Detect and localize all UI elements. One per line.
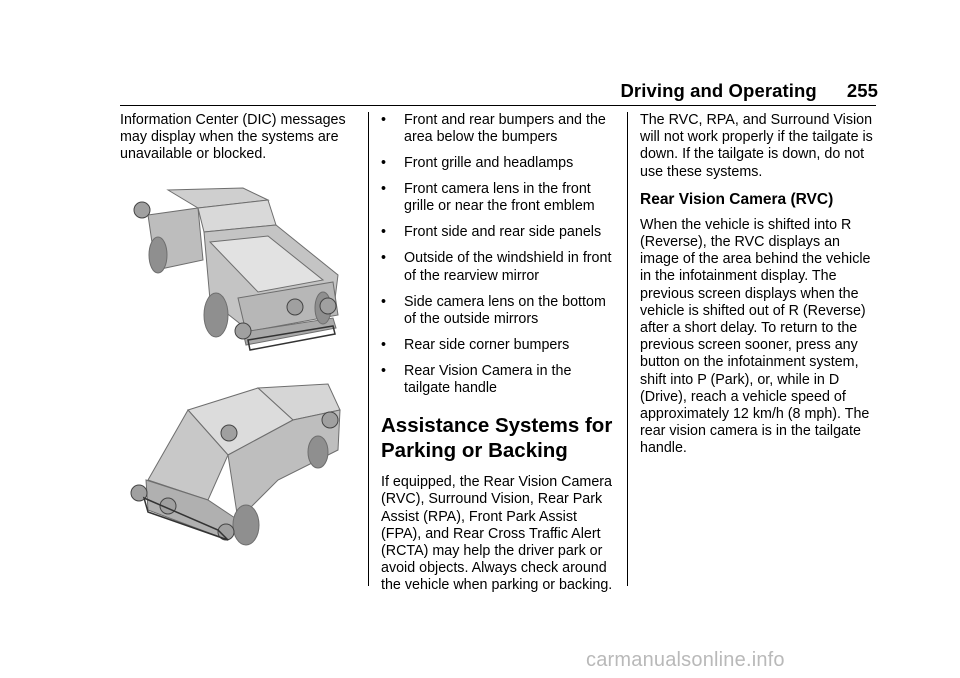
assistance-systems-heading: Assistance Systems for Parking or Backing: [381, 414, 613, 463]
rear-truck-illustration: [128, 180, 356, 354]
list-item: • Front side and rear side panels: [381, 224, 602, 241]
rvc-heading: Rear Vision Camera (RVC): [640, 190, 834, 208]
bullet-list: [381, 112, 615, 397]
page-number: 255: [846, 80, 878, 101]
column-2: [381, 112, 615, 605]
watermark: carmanualsonline.info: [586, 649, 785, 671]
sensor-marker-icon: [134, 202, 150, 218]
list-item: • Rear side corner bumpers: [381, 336, 570, 353]
section-title: Driving and Operating: [620, 80, 817, 101]
list-item: • Front grille and headlamps: [381, 155, 574, 172]
page-header: [120, 80, 878, 102]
front-truck-illustration: [128, 380, 356, 550]
column-divider-1: [368, 112, 369, 586]
list-item: • Front camera lens in the front grille or near the front emblem: [381, 181, 595, 215]
sensor-marker-icon: [287, 299, 303, 315]
list-item: • Front and rear bumpers and the area below the bumpers: [381, 112, 606, 146]
sensor-marker-icon: [320, 298, 336, 314]
sensor-marker-icon: [322, 412, 338, 428]
column-divider-2: [627, 112, 628, 586]
sensor-marker-icon: [221, 425, 237, 441]
tailgate-paragraph: The RVC, RPA, and Surround Vision will not work properly if the tailgate is down. If the tailgate is down, do not use these systems.: [640, 112, 873, 180]
header-rule: [120, 105, 876, 106]
list-item: • Rear Vision Camera in the tailgate handle: [381, 362, 572, 397]
intro-paragraph: Information Center (DIC) messages may display when the systems are unavailable or blocked.: [120, 112, 346, 163]
list-item: • Side camera lens on the bottom of the outside mirrors: [381, 293, 606, 327]
column-3: [640, 112, 880, 468]
sensor-marker-icon: [235, 323, 251, 339]
rvc-paragraph: When the vehicle is shifted into R (Reverse), the RVC displays an image of the area behind the vehicle in the infotainment display. The previous screen displays when the vehicle is shifted out of R (Reverse) after a short delay. To return to the previous screen sooner, press any button on the infotainment system, shift into P (Park), or, while in D (Drive), reach a vehicle speed of approximately 12 km/h (8 mph). The rear vision camera is in the tailgate handle.: [640, 216, 871, 457]
assistance-paragraph: If equipped, the Rear Vision Camera (RVC), Surround Vision, Rear Park Assist (RPA), Front Park Assist (FPA), and Rear Cross Traffic Alert (RCTA) may help the driver park or avoid objects. Always check around the vehicle when parking or backing.: [381, 474, 613, 594]
list-item: • Outside of the windshield in front of the rearview mirror: [381, 250, 612, 284]
column-1: [120, 112, 358, 174]
